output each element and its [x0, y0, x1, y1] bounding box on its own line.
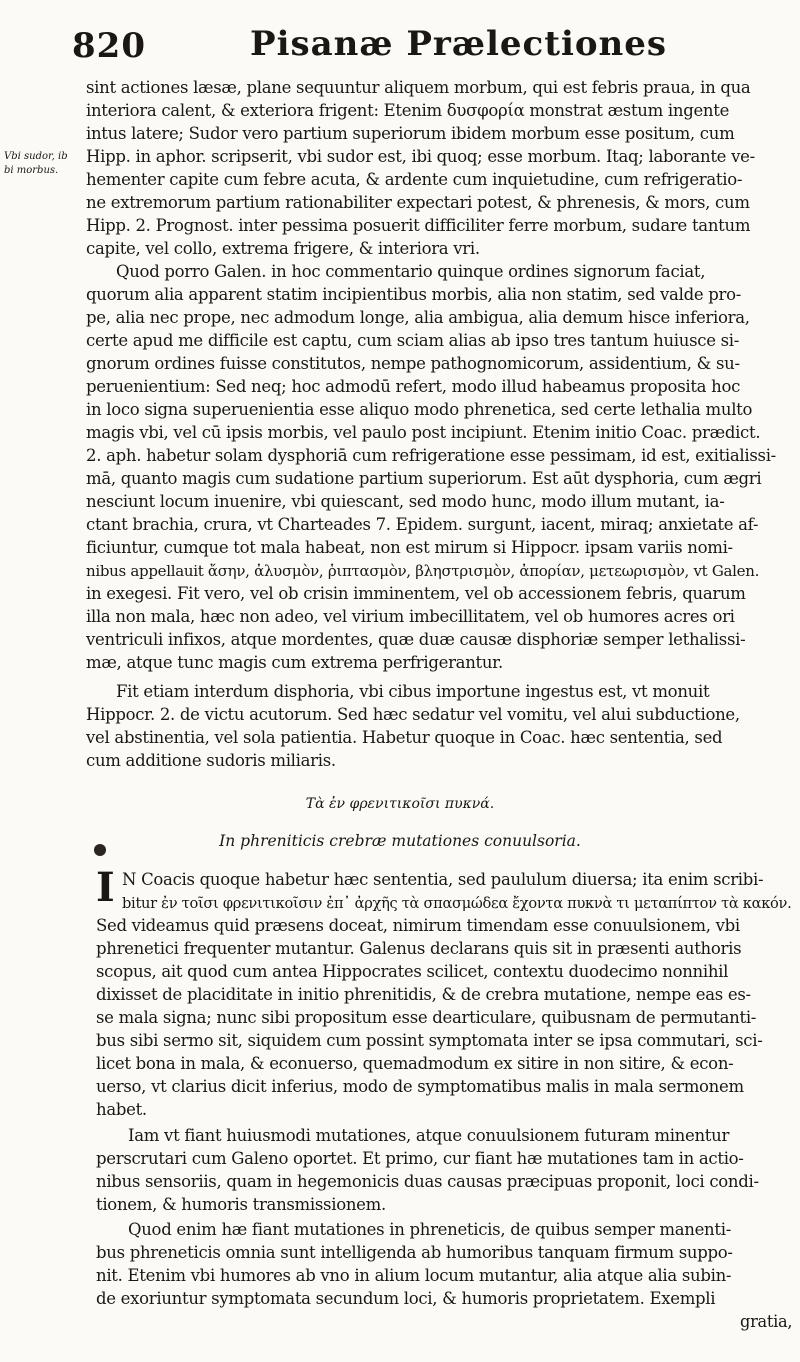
page-number: 820 [72, 26, 146, 66]
text-line: uerso, vt clarius dicit inferius, modo de symptomatibus malis in mala sermonem [96, 1077, 744, 1096]
text-line: intus latere; Sudor vero partium superiorum ibidem morbum esse positum, cum [86, 124, 735, 143]
text-line: ctant brachia, crura, vt Charteades 7. Epidem. surgunt, iacent, miraq; anxietate af- [86, 515, 759, 534]
text-line: nesciunt locum inuenire, vbi quiescant, sed modo hunc, modo illum mutant, ia- [86, 492, 725, 511]
text-line: bus phreneticis omnia sunt intelligenda ab humoribus tanquam firmum suppo- [96, 1243, 733, 1262]
text-line: sint actiones læsæ, plane sequuntur aliquem morbum, qui est febris praua, in qua [86, 78, 751, 97]
text-line: Hipp. in aphor. scripserit, vbi sudor est, ibi quoq; esse morbum. Itaq; laborante ve- [86, 147, 755, 166]
text-line: perscrutari cum Galeno oportet. Et primo, cur fiant hæ mutationes tam in actio- [96, 1149, 744, 1168]
text-line: nibus appellauit ἄσην, ἀλυσμὸν, ῥιπτασμὸν, βληστρισμὸν, ἀπορίαν, μετεωρισμὸν, vt Galen. [86, 562, 760, 580]
text-line: bitur ἐν τοῖσι φρενιτικοῖσιν ἐπ᾽ ἀρχῆς τὰ σπασμώδεα ἔχοντα πυκνὰ τι μεταπίπτον τὰ κακόν. [122, 894, 792, 912]
text-line: illa non mala, hæc non adeo, vel virium imbecillitatem, vel ob humores acres ori [86, 607, 735, 626]
text-line: cum additione sudoris miliaris. [86, 751, 336, 770]
text-line: se mala signa; nunc sibi propositum esse dearticulare, quibusnam de permutanti- [96, 1008, 757, 1027]
ink-blot [94, 844, 106, 856]
text-line: tionem, & humoris transmissionem. [96, 1195, 386, 1214]
text-line: hementer capite cum febre acuta, & ardente cum inquietudine, cum refrigeratio- [86, 170, 743, 189]
text-line: mā, quanto magis cum sudatione partium superiorum. Est aūt dysphoria, cum ægri [86, 469, 762, 488]
text-line: bus sibi sermo sit, siquidem cum possint symptomata inter se ipsa commutari, sci- [96, 1031, 763, 1050]
text-line: Hippocr. 2. de victu acutorum. Sed hæc sedatur vel vomitu, vel alui subductione, [86, 705, 740, 724]
text-line: nibus sensoriis, quam in hegemonicis duas causas præcipuas proponit, loci condi- [96, 1172, 759, 1191]
text-line: Sed videamus quid præsens doceat, nimirum timendam esse conuulsionem, vbi [96, 916, 740, 935]
running-title: Pisanæ Prælectiones [250, 24, 668, 64]
text-line: quorum alia apparent statim incipientibus morbis, alia non statim, sed valde pro- [86, 285, 742, 304]
text-line: pe, alia nec prope, nec admodum longe, alia ambigua, alia demum hisce inferiora, [86, 308, 750, 327]
margin-note [4, 150, 84, 178]
text-line: magis vbi, vel cū ipsis morbis, vel paulo post incipiunt. Etenim initio Coac. prædict. [86, 423, 761, 442]
text-line: mæ, atque tunc magis cum extrema perfrigerantur. [86, 653, 503, 672]
text-line: gnorum ordines fuisse constitutos, nempe pathognomicorum, assidentium, & su- [86, 354, 740, 373]
text-line: in exegesi. Fit vero, vel ob crisin imminentem, vel ob accessionem febris, quarum [86, 584, 746, 603]
margin-note-line: Vbi sudor, ib [4, 151, 68, 162]
text-line: phrenetici frequenter mutantur. Galenus declarans quis sit in præsenti authoris [96, 939, 742, 958]
page-header [0, 18, 800, 68]
text-line: dixisset de placiditate in initio phrenitidis, & de crebra mutatione, nempe eas es- [96, 985, 751, 1004]
text-line: Quod enim hæ fiant mutationes in phreneticis, de quibus semper manenti- [128, 1220, 731, 1239]
text-line: ficiuntur, cumque tot mala habeat, non est mirum si Hippocr. ipsam variis nomi- [86, 538, 733, 557]
text-line: in loco signa superuenientia esse aliquo modo phrenetica, sed certe lethalia multo [86, 400, 753, 419]
text-line: Fit etiam interdum disphoria, vbi cibus importune ingestus est, vt monuit [116, 682, 710, 701]
text-line: nit. Etenim vbi humores ab vno in alium locum mutantur, alia atque alia subin- [96, 1266, 732, 1285]
text-line: N Coacis quoque habetur hæc sententia, sed paululum diuersa; ita enim scribi- [122, 870, 764, 889]
text-line: ne extremorum partium rationabiliter expectari potest, & phrenesis, & mors, cum [86, 193, 750, 212]
text-line: ventriculi infixos, atque mordentes, quæ duæ causæ disphoriæ semper lethalissi- [86, 630, 746, 649]
text-line: interiora calent, & exteriora frigent: Etenim δυσφορία monstrat æstum ingente [86, 101, 730, 120]
text-line: scopus, ait quod cum antea Hippocrates scilicet, contextu duodecimo nonnihil [96, 962, 729, 981]
text-line: licet bona in mala, & econuerso, quemadmodum ex sitire in non sitire, & econ- [96, 1054, 734, 1073]
drop-cap: I [96, 864, 115, 911]
margin-note-line: bi morbus. [4, 165, 59, 176]
text-line: 2. aph. habetur solam dysphoriā cum refrigeratione esse pessimam, id est, exitialissi- [86, 446, 776, 465]
text-line: Hipp. 2. Prognost. inter pessima posuerit difficiliter ferre morbum, sudare tantum [86, 216, 751, 235]
text-line: certe apud me difficile est captu, cum sciam alias ab ipso tres tantum huiusce si- [86, 331, 740, 350]
text-line: capite, vel collo, extrema frigere, & interiora vri. [86, 239, 480, 258]
lemma-latin: In phreniticis crebræ mutationes conuulsoria. [219, 832, 581, 850]
text-line: Iam vt fiant huiusmodi mutationes, atque conuulsionem futuram minentur [128, 1126, 730, 1145]
text-line: Quod porro Galen. in hoc commentario quinque ordines signorum faciat, [116, 262, 706, 281]
text-line: habet. [96, 1100, 147, 1119]
lemma-greek: Τὰ ἐν φρενιτικοῖσι πυκνά. [305, 796, 495, 812]
text-line: peruenientium: Sed neq; hoc admodū refert, modo illud habeamus proposita hoc [86, 377, 741, 396]
text-line: de exoriuntur symptomata secundum loci, & humoris proprietatem. Exempli [96, 1289, 716, 1308]
text-line: vel abstinentia, vel sola patientia. Habetur quoque in Coac. hæc sententia, sed [86, 728, 723, 747]
text-line: gratia, [740, 1312, 793, 1331]
